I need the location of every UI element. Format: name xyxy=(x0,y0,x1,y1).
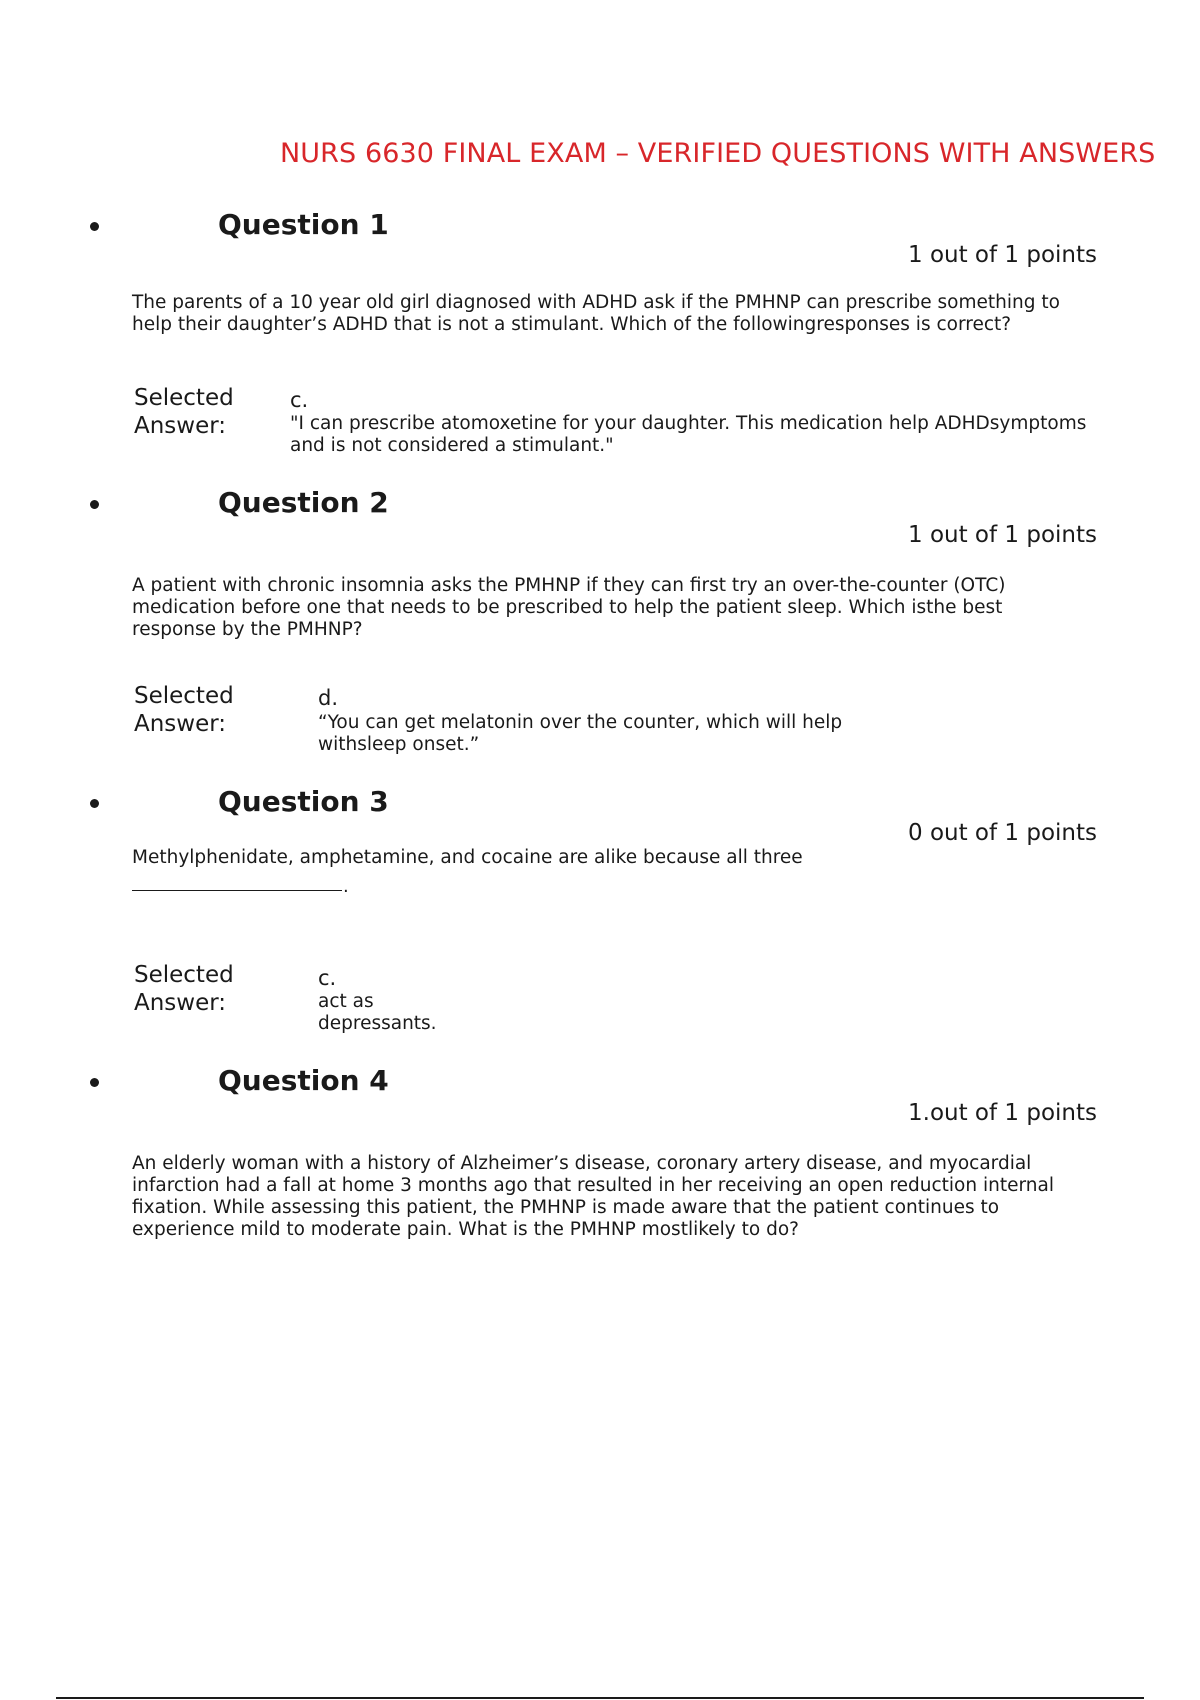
question-heading: Question 3 xyxy=(218,785,389,818)
question-heading: Question 4 xyxy=(218,1064,389,1097)
question-text: Methylphenidate, amphetamine, and cocaine are alike because all three xyxy=(132,847,803,868)
selected-label-line: Selected xyxy=(134,683,234,709)
page-title: NURS 6630 FINAL EXAM – VERIFIED QUESTIONS WITH ANSWERS xyxy=(280,138,1156,169)
bullet-icon xyxy=(90,1078,99,1087)
answer-text: “You can get melatonin over the counter, which will help withsleep onset.” xyxy=(318,712,843,755)
question-points: 1.out of 1 points xyxy=(908,1100,1097,1126)
selected-answer-label xyxy=(134,384,234,440)
page-bottom-rule xyxy=(56,1697,1144,1699)
answer-blank-line xyxy=(132,890,342,891)
answer-text: act as depressants. xyxy=(318,991,437,1034)
blank-period: . xyxy=(343,876,349,897)
answer-letter: c. xyxy=(318,966,337,990)
bullet-icon xyxy=(90,799,99,808)
answer-label-line: Answer: xyxy=(134,711,227,737)
answer-letter: d. xyxy=(318,686,339,710)
question-points: 0 out of 1 points xyxy=(908,820,1097,846)
answer-label-line: Answer: xyxy=(134,990,227,1016)
selected-answer-label xyxy=(134,682,234,738)
selected-label-line: Selected xyxy=(134,385,234,411)
selected-label-line: Selected xyxy=(134,962,234,988)
answer-text: "I can prescribe atomoxetine for your daughter. This medication help ADHDsymptoms and is not considered a stimulant." xyxy=(290,413,1087,456)
question-heading: Question 2 xyxy=(218,486,389,519)
bullet-icon xyxy=(90,222,99,231)
selected-answer-label xyxy=(134,961,234,1017)
answer-label-line: Answer: xyxy=(134,413,227,439)
question-points: 1 out of 1 points xyxy=(908,242,1097,268)
question-text: A patient with chronic insomnia asks the PMHNP if they can first try an over-the-counter (OTC) medication before one that needs to be prescribed to help the patient sleep. Which isthe best response by the PMHNP? xyxy=(132,575,1006,640)
answer-letter: c. xyxy=(290,388,309,412)
bullet-icon xyxy=(90,500,99,509)
question-text: An elderly woman with a history of Alzheimer’s disease, coronary artery disease, and myocardial infarction had a fall at home 3 months ago that resulted in her receiving an open reduction internal fixation. While assessing this patient, the PMHNP is made aware that the patient continues to experience mild to moderate pain. What is the PMHNP mostlikely to do? xyxy=(132,1153,1054,1240)
question-heading: Question 1 xyxy=(218,208,389,241)
question-points: 1 out of 1 points xyxy=(908,522,1097,548)
question-text: The parents of a 10 year old girl diagnosed with ADHD ask if the PMHNP can prescribe something to help their daughter’s ADHD that is not a stimulant. Which of the followingresponses is correct? xyxy=(132,292,1060,335)
